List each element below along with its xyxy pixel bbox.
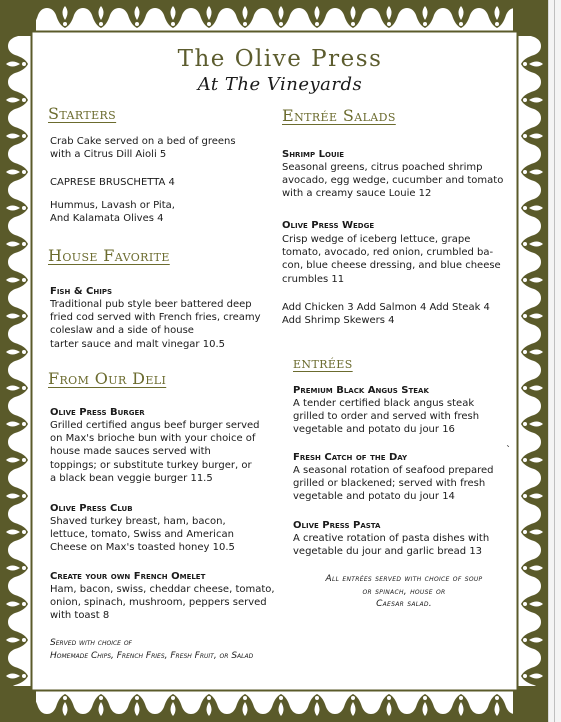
- burger-desc: Grilled certified angus beef burger served on Max's brioche bun with your choice of house made sauces served with toppings; or substitute turkey burger, or a black bean veggie burger 11.5: [50, 420, 260, 484]
- club-title: Olive Press Club: [50, 503, 133, 514]
- steak-desc: A tender certified black angus steak grilled to order and served with fresh vegetable and potato du jour 16: [293, 398, 480, 436]
- starters-heading: Starters: [48, 104, 117, 123]
- starter-hummus: Hummus, Lavash or Pita, And Kalamata Olives 4: [50, 200, 175, 225]
- catch-desc: A seasonal rotation of seafood prepared grilled or blackened; served with fresh vegetable and potato du jour 14: [293, 465, 494, 503]
- entree-salads-heading: Entrée Salads: [282, 106, 396, 125]
- entrees-sides-note: All entrées served with choice of soup or spinach, house or Caesar salad.: [325, 574, 483, 609]
- pasta-title: Olive Press Pasta: [293, 520, 381, 531]
- shrimp-louie-desc: Seasonal greens, citrus poached shrimp avocado, egg wedge, cucumber and tomato with a creamy sauce Louie 12: [282, 162, 504, 200]
- burger-title: Olive Press Burger: [50, 407, 145, 418]
- omelet-title: Create your own French Omelet: [50, 571, 206, 582]
- wedge-title: Olive Press Wedge: [282, 220, 375, 231]
- pasta-desc: A creative rotation of pasta dishes with vegetable du jour and garlic bread 13: [293, 533, 490, 558]
- page-scroll-edge: [548, 0, 561, 722]
- catch-title: Fresh Catch of the Day: [293, 452, 408, 463]
- deli-heading: From Our Deli: [48, 369, 167, 388]
- entrees-heading: entrées: [293, 353, 353, 372]
- fish-chips-desc: Traditional pub style beer battered deep fried cod served with French fries, creamy coleslaw and a side of house tarter sauce and malt vinegar 10.5: [50, 299, 261, 350]
- shrimp-louie-title: Shrimp Louie: [282, 149, 345, 160]
- starter-bruschetta: CAPRESE BRUSCHETTA 4: [50, 177, 175, 188]
- starter-crab-cake: Crab Cake served on a bed of greens with a Citrus Dill Aioli 5: [50, 136, 236, 161]
- house-favorite-heading: House Favorite: [48, 246, 170, 265]
- stray-mark: `: [506, 445, 511, 456]
- wedge-desc: Crisp wedge of iceberg lettuce, grape tomato, avocado, red onion, crumbled ba- con, blue cheese dressing, and blue cheese crumbles 11: [282, 234, 501, 285]
- menu-content: [40, 40, 520, 692]
- restaurant-title: The Olive Press: [177, 46, 383, 72]
- omelet-desc: Ham, bacon, swiss, cheddar cheese, tomato, onion, spinach, mushroom, peppers served with toast 8: [50, 584, 275, 622]
- steak-title: Premium Black Angus Steak: [293, 385, 429, 396]
- restaurant-subtitle: At The Vineyards: [197, 74, 363, 95]
- fish-chips-title: Fish & Chips: [50, 286, 112, 297]
- salad-addons: Add Chicken 3 Add Salmon 4 Add Steak 4 Add Shrimp Skewers 4: [282, 302, 490, 327]
- club-desc: Shaved turkey breast, ham, bacon, lettuce, tomato, Swiss and American Cheese on Max's toasted honey 10.5: [50, 516, 235, 554]
- deli-sides-note: Served with choice of Homemade Chips, French Fries, Fresh Fruit, or Salad: [50, 638, 254, 661]
